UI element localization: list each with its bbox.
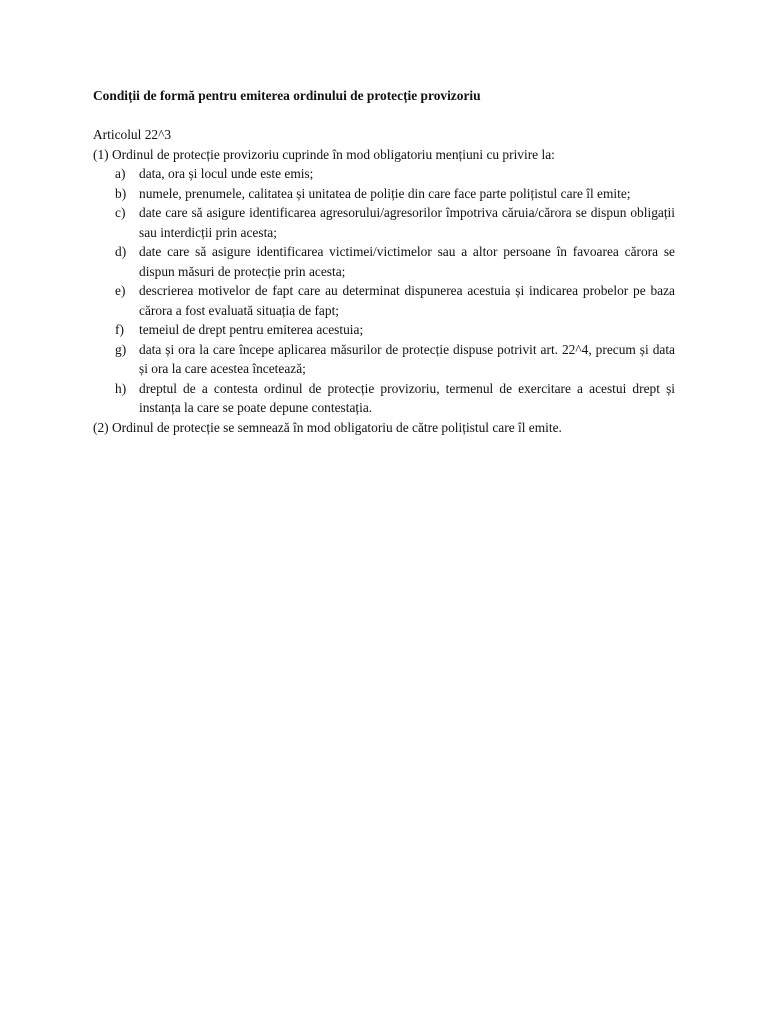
list-item-text: descrierea motivelor de fapt care au determinat dispunerea acestuia și indicarea probelor pe baza cărora a fost evaluată situația de fapt; [139,283,675,318]
list-item [93,164,675,184]
list-item [93,379,675,418]
list-item-text: numele, prenumele, calitatea și unitatea de poliție din care face parte polițistul care îl emite; [139,185,631,201]
list-item-text: date care să asigure identificarea agresorului/agresorilor împotriva căruia/cărora se dispun obligații sau interdicții prin acesta; [139,205,675,240]
list-item-marker: a) [115,166,126,181]
list-item [93,242,675,281]
article-heading: Articolul 22^3 [93,127,172,142]
list-item [93,340,675,379]
paragraph-1: (1) Ordinul de protecție provizoriu cuprinde în mod obligatoriu mențiuni cu privire la: [93,146,555,162]
list-item-marker: d) [115,244,127,259]
list-item-marker: g) [115,341,127,357]
list-item [93,320,675,340]
list-item-text: dreptul de a contesta ordinul de protecție provizoriu, termenul de exercitare a acestui drept și instanța la care se poate depune contestația. [139,380,675,415]
list-item-marker: e) [115,283,126,298]
mentions-list [93,164,675,418]
document-page [93,86,675,437]
list-item [93,281,675,320]
list-item-marker: c) [115,205,126,220]
list-item-marker: f) [115,322,124,337]
document-title: Condiții de formă pentru emiterea ordinului de protecție provizoriu [93,88,481,103]
list-item-text: date care să asigure identificarea victimei/victimelor sau a altor persoane în favoarea cărora se dispun măsuri de protecție prin acesta; [139,244,675,279]
list-item-text: data, ora și locul unde este emis; [139,166,314,181]
list-item-marker: h) [115,380,127,396]
list-item-marker: b) [115,185,127,201]
list-item-text: temeiul de drept pentru emiterea acestuia; [139,322,364,337]
list-item-text: data și ora la care începe aplicarea măsurilor de protecție dispuse potrivit art. 22^4, precum și data și ora la care acestea încetează; [139,341,675,376]
paragraph-2: (2) Ordinul de protecție se semnează în mod obligatoriu de către polițistul care îl emite. [93,419,562,435]
list-item [93,203,675,242]
list-item [93,184,675,204]
